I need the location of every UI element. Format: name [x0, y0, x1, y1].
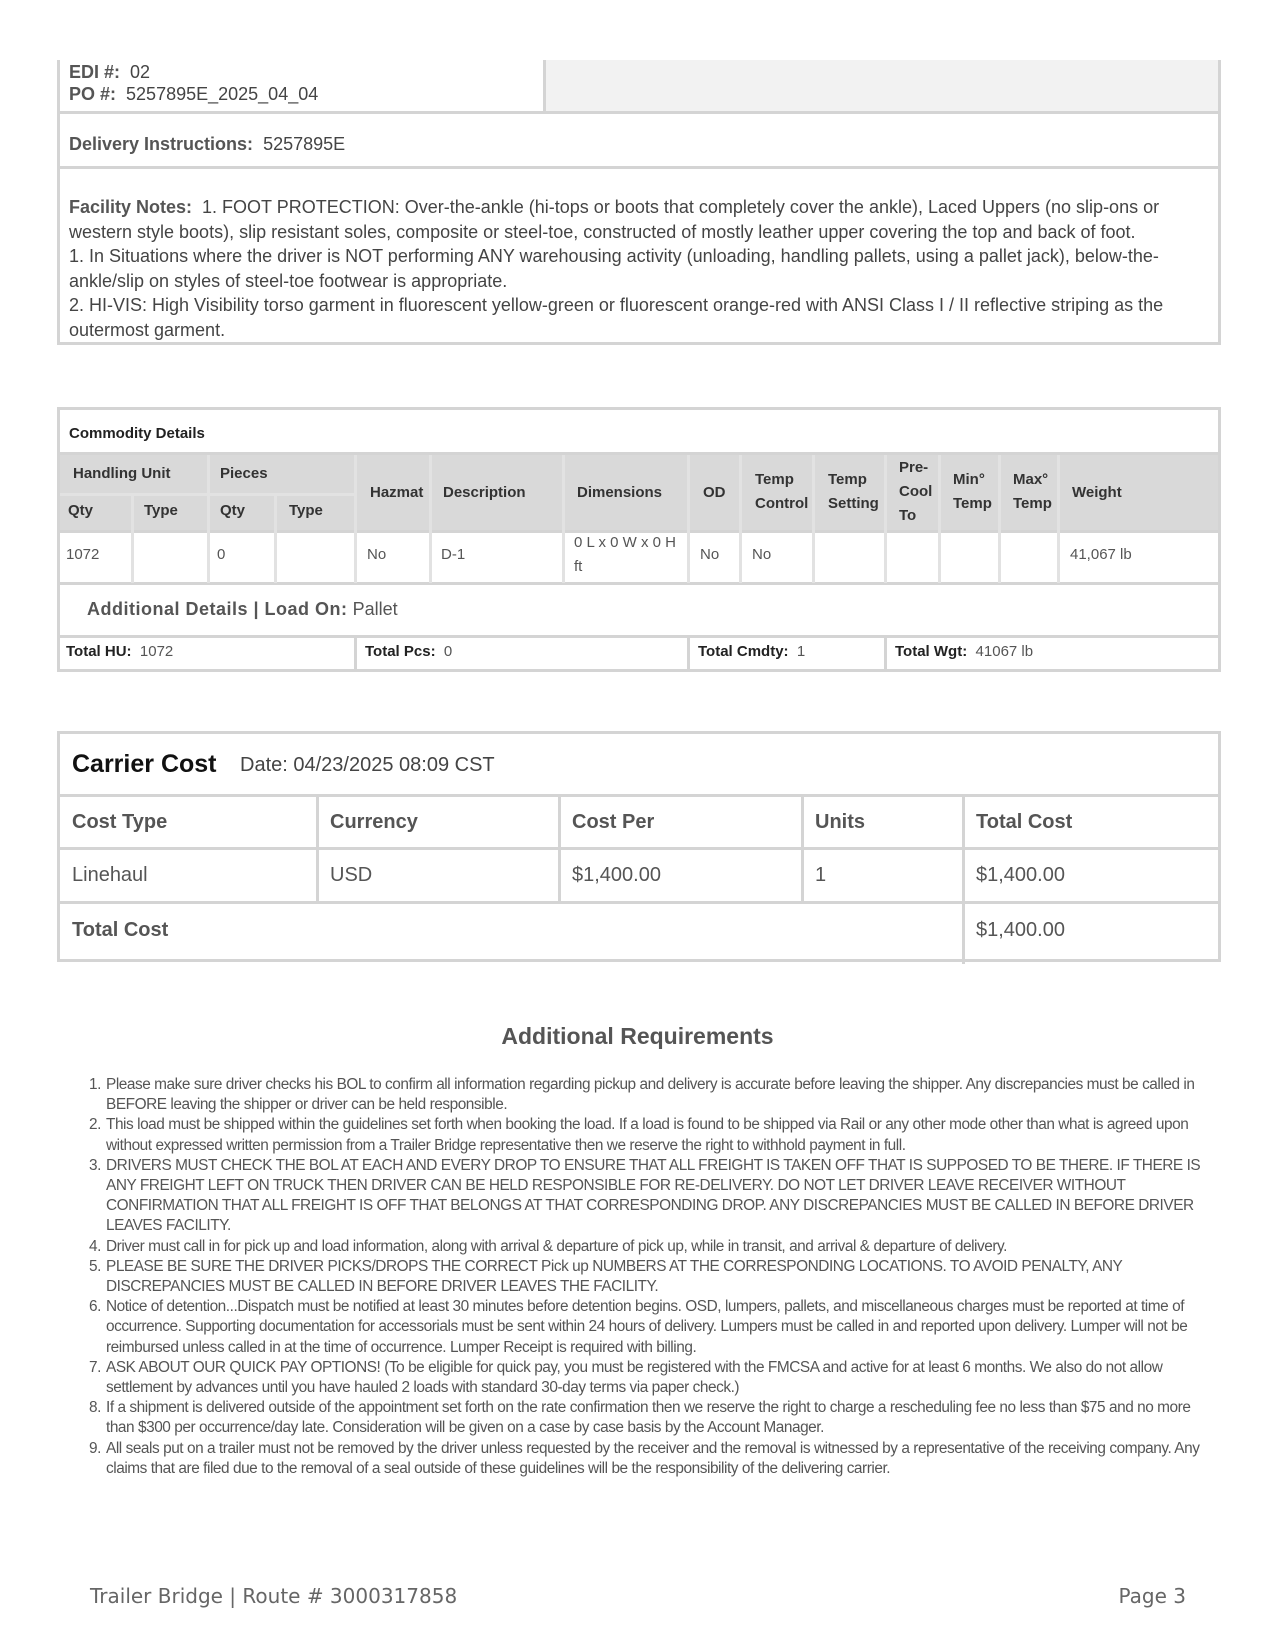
header-handling-unit: Handling Unit: [73, 465, 171, 482]
header-precool-line: Cool: [899, 483, 933, 500]
footer-page-number: Page 3: [1118, 1584, 1186, 1608]
total-hu: [66, 643, 173, 660]
requirement-text: PLEASE BE SURE THE DRIVER PICKS/DROPS THE CORRECT Pick up NUMBERS AT THE CORRESPONDING LOCATIONS. TO AVOID PENALTY, ANY DISCREPANCIES MUST BE CALLED IN BEFORE DRIVER LEAVES THE FACILITY.: [106, 1257, 1123, 1296]
header-max-temp-line: Temp: [1013, 495, 1052, 512]
row-dimensions-line: 0 L x 0 W x 0 H: [574, 534, 676, 551]
divider: [60, 901, 1218, 904]
delivery-instructions: [69, 134, 345, 155]
row-dimensions-line: ft: [574, 558, 583, 575]
header-cost-per: Cost Per: [572, 811, 655, 833]
list-item: 2. This load must be shipped within the guidelines set forth when booking the load. If a load is found to be shipped via Rail or any other mode other than what is agreed upon without expressed written permission from a Trailer Bridge representative then we reserve the right to withhold payment in full.: [89, 1116, 1189, 1154]
commodity-details-table: [57, 407, 1221, 672]
edi-number: [69, 62, 150, 83]
header-temp-control-line: Control: [755, 495, 809, 512]
facility-note-line: 1. In Situations where the driver is NOT performing ANY warehousing activity (unloading, handling pallets, using a pallet jack), below-the-ankle/slip on styles of steel-toe footwear is appropriate.: [69, 246, 1159, 291]
divider: [812, 455, 815, 583]
total-wgt-value: 41067 lb: [975, 643, 1034, 660]
row-hu-qty: 1072: [66, 546, 100, 563]
cost-type-value: Linehaul: [72, 864, 148, 886]
header-max-temp-line: Max°: [1013, 471, 1049, 488]
divider: [562, 455, 565, 583]
row-description: D-1: [441, 546, 466, 563]
divider: [801, 794, 804, 902]
divider: [60, 794, 1218, 797]
carrier-cost-date: Date: 04/23/2025 08:09 CST: [240, 754, 495, 776]
list-item: 6. Notice of detention...Dispatch must be notified at least 30 minutes before detention begins. OSD, lumpers, pallets, and miscellaneous charges must be reported at time of occurrence. Supporting documentation for accessorials must be sent within 24 hours of delivery. Lumpers must be called in and reported upon delivery. Lumper will not be reimbursed unless called in at the time of occurrence. Lumper Receipt is required with billing.: [89, 1298, 1188, 1356]
divider: [429, 455, 432, 583]
header-min-temp-line: Temp: [953, 495, 992, 512]
footer-route: Trailer Bridge | Route # 3000317858: [90, 1584, 458, 1608]
reference-row: [60, 60, 1218, 114]
row-dimensions: [574, 531, 676, 579]
shipment-info-block: [57, 60, 1221, 345]
commodity-title: Commodity Details: [69, 425, 205, 442]
header-precool-line: Pre-: [899, 459, 929, 476]
header-pcs-type: Type: [289, 502, 323, 519]
facility-notes: [69, 195, 1214, 342]
list-item: 9. All seals put on a trailer must not be removed by the driver unless requested by the receiver and the removal is witnessed by a representative of the receiving company. Any claims that are filed due to the removal of a seal outside of these guidelines will be the responsibility of the delivering carrier.: [89, 1439, 1200, 1477]
list-item: 1. Please make sure driver checks his BOL to confirm all information regarding pickup and delivery is accurate before leaving the shipper. Any discrepancies must be called in BEFORE leaving the shipper or driver can be held responsible.: [89, 1076, 1195, 1114]
divider: [354, 455, 357, 583]
total-cmdty-label: Total Cmdty:: [698, 643, 789, 660]
requirement-text: ASK ABOUT OUR QUICK PAY OPTIONS! (To be eligible for quick pay, you must be registered with the FMCSA and active for at least 6 months. We also do not allow settlement by advances until you have hauled 2 loads with standard 30-day terms via paper check.): [106, 1358, 1163, 1397]
header-hu-qty: Qty: [68, 502, 94, 519]
requirement-text: Please make sure driver checks his BOL to confirm all information regarding pickup and delivery is accurate before leaving the shipper. Any discrepancies must be called in BEFORE leaving the shipper or driver can be held responsible.: [106, 1076, 1195, 1114]
facility-note-line: [69, 195, 1214, 244]
row-temp-control: No: [752, 546, 772, 563]
divider: [60, 847, 1218, 850]
header-hu-type: Type: [144, 502, 178, 519]
list-item: 8. If a shipment is delivered outside of the appointment set forth on the rate confirmation then we reserve the right to charge a rescheduling fee no less than $75 and no more than $300 per occurrence/day late. Consideration will be given on a case by case basis by the Account Manager.: [89, 1399, 1191, 1437]
po-number: [69, 84, 318, 105]
divider: [884, 635, 887, 669]
divider: [938, 455, 941, 583]
list-item: 4. Driver must call in for pick up and load information, along with arrival & departure of pick up, while in transit, and arrival & departure of delivery.: [89, 1237, 1007, 1255]
row-od: No: [700, 546, 720, 563]
divider: [316, 794, 319, 902]
header-hazmat: Hazmat: [370, 484, 424, 501]
divider: [274, 494, 277, 583]
carrier-cost-title: Carrier Cost: [72, 750, 217, 778]
grand-total-value: $1,400.00: [976, 919, 1065, 941]
requirement-text: DRIVERS MUST CHECK THE BOL AT EACH AND EVERY DROP TO ENSURE THAT ALL FREIGHT IS TAKEN OFF THAT IS SUPPOSED TO BE THERE. IF THERE IS ANY FREIGHT LEFT ON TRUCK THEN DRIVER CAN BE HELD RESPONSIBLE FOR RE-DELIVERY. DO NOT LET DRIVER LEAVE RECEIVER WITHOUT CONFIRMATION THAT ALL FREIGHT IS OFF THAT BELONGS AT THAT CORRESPONDING DROP. ANY DISCREPANCIES MUST BE CALLED IN BEFORE DRIVER LEAVES FACILITY.: [106, 1156, 1201, 1235]
list-item: 5. PLEASE BE SURE THE DRIVER PICKS/DROPS THE CORRECT Pick up NUMBERS AT THE CORRESPONDING LOCATIONS. TO AVOID PENALTY, ANY DISCREPANCIES MUST BE CALLED IN BEFORE DRIVER LEAVES THE FACILITY.: [89, 1257, 1123, 1296]
po-value: 5257895E_2025_04_04: [126, 84, 319, 104]
total-wgt: [895, 643, 1033, 660]
header-temp-setting-line: Temp: [828, 471, 867, 488]
total-cmdty-value: 1: [796, 643, 806, 660]
total-cost-label: Total Cost: [72, 919, 169, 941]
row-weight: 41,067 lb: [1070, 546, 1132, 563]
header-description: Description: [443, 484, 526, 501]
header-temp-control-line: Temp: [755, 471, 794, 488]
additional-requirements-title: Additional Requirements: [501, 1023, 774, 1049]
facility-label: Facility Notes:: [69, 197, 193, 217]
divider: [962, 794, 965, 964]
header-weight: Weight: [1072, 484, 1122, 501]
divider: [739, 455, 742, 583]
facility-note-line: 2. HI-VIS: High Visibility torso garment in fluorescent yellow-green or fluorescent orange-red with ANSI Class I / II reflective striping as the outermost garment.: [69, 295, 1164, 340]
header-total-cost: Total Cost: [976, 811, 1073, 833]
header-min-temp-line: Min°: [953, 471, 985, 488]
header-od: OD: [703, 484, 726, 501]
total-pcs-value: 0: [443, 643, 453, 660]
carrier-cost-table: [57, 731, 1221, 962]
header-temp-setting: [828, 468, 879, 516]
total-pcs: [365, 643, 452, 660]
header-temp-setting-line: Setting: [828, 495, 879, 512]
delivery-instructions-row: [60, 114, 1218, 169]
delivery-label: Delivery Instructions:: [69, 134, 254, 154]
po-label: PO #:: [69, 84, 117, 104]
divider: [354, 635, 357, 669]
requirement-text: Notice of detention...Dispatch must be notified at least 30 minutes before detention begins. OSD, lumpers, pallets, and miscellaneous charges must be reported at time of occurrence. Supporting documentation for accessorials must be sent within 24 hours of delivery. Lumpers must be called in and reported upon delivery. Lumper will not be reimbursed unless called in at the time of occurrence. Lumper Receipt is required with billing.: [106, 1298, 1188, 1356]
header-max-temp: [1013, 468, 1052, 516]
edi-label: EDI #:: [69, 62, 121, 82]
header-temp-control: [755, 468, 808, 516]
additional-details: [87, 599, 398, 620]
delivery-value: 5257895E: [263, 134, 346, 154]
divider: [60, 635, 1218, 638]
divider: [1057, 455, 1060, 583]
reference-cell: [60, 60, 546, 111]
total-hu-label: Total HU:: [66, 643, 132, 660]
cost-per-value: $1,400.00: [572, 864, 661, 886]
divider: [131, 494, 134, 583]
header-units: Units: [815, 811, 865, 833]
additional-value: Pallet: [352, 599, 398, 619]
divider: [687, 455, 690, 583]
total-hu-value: 1072: [139, 643, 174, 660]
row-hazmat: No: [367, 546, 387, 563]
requirement-text: If a shipment is delivered outside of the appointment set forth on the rate confirmation then we reserve the right to charge a rescheduling fee no less than $75 and no more than $300 per occurrence/day late. Consideration will be given on a case by case basis by the Account Manager.: [106, 1399, 1191, 1437]
header-min-temp: [953, 468, 992, 516]
header-precool-line: To: [899, 507, 917, 524]
additional-requirements-list: [89, 1075, 1218, 1479]
divider: [687, 635, 690, 669]
list-item: 3. DRIVERS MUST CHECK THE BOL AT EACH AND EVERY DROP TO ENSURE THAT ALL FREIGHT IS TAKEN OFF THAT IS SUPPOSED TO BE THERE. IF THERE IS ANY FREIGHT LEFT ON TRUCK THEN DRIVER CAN BE HELD RESPONSIBLE FOR RE-DELIVERY. DO NOT LET DRIVER LEAVE RECEIVER WITHOUT CONFIRMATION THAT ALL FREIGHT IS OFF THAT BELONGS AT THAT CORRESPONDING DROP. ANY DISCREPANCIES MUST BE CALLED IN BEFORE DRIVER LEAVES FACILITY.: [89, 1156, 1201, 1235]
header-currency: Currency: [330, 811, 418, 833]
divider: [60, 452, 1218, 455]
empty-reference-cell: [546, 60, 1218, 111]
divider: [998, 455, 1001, 583]
requirement-text: Driver must call in for pick up and load information, along with arrival & departure of pick up, while in transit, and arrival & departure of delivery.: [106, 1237, 1007, 1255]
header-dimensions: Dimensions: [577, 484, 663, 501]
divider: [558, 794, 561, 902]
divider: [884, 455, 887, 583]
units-value: 1: [815, 864, 827, 886]
row-pcs-qty: 0: [217, 546, 226, 563]
edi-value: 02: [130, 62, 151, 82]
list-item: 7. ASK ABOUT OUR QUICK PAY OPTIONS! (To be eligible for quick pay, you must be registered with the FMCSA and active for at least 6 months. We also do not allow settlement by advances until you have hauled 2 loads with standard 30-day terms via paper check.): [89, 1358, 1163, 1397]
total-cost-value: $1,400.00: [976, 864, 1065, 886]
total-pcs-label: Total Pcs:: [365, 643, 436, 660]
divider: [207, 455, 210, 583]
requirement-text: This load must be shipped within the guidelines set forth when booking the load. If a load is found to be shipped via Rail or any other mode other than what is agreed upon without expressed written permission from a Trailer Bridge representative then we reserve the right to withhold payment in full.: [106, 1116, 1189, 1154]
additional-label: Additional Details | Load On:: [87, 599, 348, 619]
requirement-text: All seals put on a trailer must not be removed by the driver unless requested by the receiver and the removal is witnessed by a representative of the receiving company. Any claims that are filed due to the removal of a seal outside of these guidelines will be the responsibility of the delivering carrier.: [106, 1439, 1200, 1477]
header-precool: [899, 456, 932, 528]
total-cmdty: [698, 643, 805, 660]
total-wgt-label: Total Wgt:: [895, 643, 968, 660]
facility-note-text: 1. FOOT PROTECTION: Over-the-ankle (hi-tops or boots that completely cover the ankle), Laced Uppers (no slip-ons or western style boots), slip resistant soles, composite or steel-toe, constructed of mostly leather upper covering the top and back of foot.: [69, 197, 1160, 242]
divider: [60, 582, 1218, 585]
header-cost-type: Cost Type: [72, 811, 168, 833]
header-pcs-qty: Qty: [220, 502, 246, 519]
header-pieces: Pieces: [220, 465, 268, 482]
currency-value: USD: [330, 864, 373, 886]
